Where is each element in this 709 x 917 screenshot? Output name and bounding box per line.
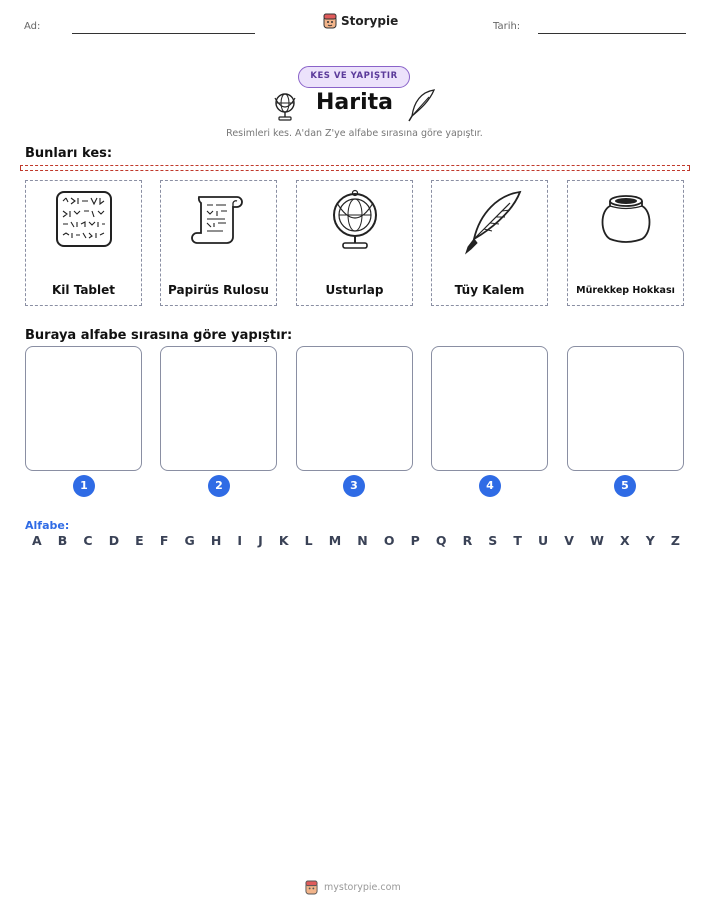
alphabet-letter: T — [513, 533, 522, 548]
alphabet-letter: Y — [645, 533, 655, 548]
alphabet-letter: D — [108, 533, 120, 548]
card-label: Mürekkep Hokkası — [576, 285, 675, 296]
alphabet-letter: W — [590, 533, 604, 548]
brand-logo — [323, 13, 398, 29]
cut-card-papyrus-scroll[interactable] — [160, 180, 277, 306]
paste-slot-5[interactable] — [567, 346, 684, 471]
slot-number-4: 4 — [479, 475, 501, 497]
name-label: Ad: — [24, 21, 41, 32]
inkwell-icon — [596, 189, 656, 249]
clay-tablet-icon — [54, 189, 114, 249]
astrolabe-icon — [325, 189, 385, 253]
alphabet-letter: X — [619, 533, 630, 548]
storypie-mascot-icon — [323, 13, 337, 29]
alphabet-letter: P — [410, 533, 420, 548]
slot-number-5: 5 — [614, 475, 636, 497]
alphabet-letter: E — [135, 533, 144, 548]
quill-icon — [407, 88, 437, 122]
name-line — [72, 33, 255, 34]
alphabet-title: Alfabe: — [25, 519, 70, 532]
paste-slot-4[interactable] — [431, 346, 548, 471]
instructions: Resimleri kes. A'dan Z'ye alfabe sırasına göre yapıştır. — [226, 128, 483, 139]
cut-section-title: Bunları kes: — [25, 146, 113, 161]
slot-number-3: 3 — [343, 475, 365, 497]
card-label: Papirüs Rulosu — [168, 283, 269, 297]
alphabet-letter: Z — [670, 533, 680, 548]
alphabet-letter: G — [184, 533, 195, 548]
alphabet-letter: Q — [435, 533, 447, 548]
slot-number-2: 2 — [208, 475, 230, 497]
slot-number-1: 1 — [73, 475, 95, 497]
alphabet-letter: J — [258, 533, 263, 548]
date-label: Tarih: — [493, 21, 521, 32]
paste-slot-2[interactable] — [160, 346, 277, 471]
card-label: Usturlap — [325, 283, 384, 297]
cut-card-quill-pen[interactable] — [431, 180, 548, 306]
alphabet-letter: S — [488, 533, 498, 548]
date-line — [538, 33, 686, 34]
brand-name: Storypie — [341, 14, 399, 28]
cut-card-clay-tablet[interactable] — [25, 180, 142, 306]
quill-pen-icon — [460, 189, 524, 255]
alphabet-letter: B — [57, 533, 68, 548]
alphabet-letter: U — [538, 533, 549, 548]
alphabet-letter: C — [83, 533, 93, 548]
page-title: Harita — [315, 90, 393, 115]
paste-section-title: Buraya alfabe sırasına göre yapıştır: — [25, 328, 293, 343]
activity-badge: KES VE YAPIŞTIR — [298, 66, 410, 88]
alphabet-letter: R — [462, 533, 473, 548]
alphabet-letter: N — [357, 533, 368, 548]
alphabet-letter: F — [159, 533, 169, 548]
cut-card-astrolabe[interactable] — [296, 180, 413, 306]
alphabet-row — [32, 533, 680, 548]
cut-card-inkwell[interactable] — [567, 180, 684, 306]
alphabet-letter: H — [210, 533, 222, 548]
title-row — [0, 88, 709, 124]
footer-site: mystorypie.com — [324, 882, 401, 893]
alphabet-letter: V — [564, 533, 574, 548]
alphabet-letter: K — [278, 533, 289, 548]
alphabet-letter: M — [328, 533, 342, 548]
card-label: Kil Tablet — [51, 283, 116, 297]
storypie-mascot-icon — [305, 880, 318, 895]
cut-line — [20, 165, 690, 171]
alphabet-letter: I — [237, 533, 243, 548]
alphabet-letter: A — [32, 533, 42, 548]
paste-slot-3[interactable] — [296, 346, 413, 471]
paste-slot-1[interactable] — [25, 346, 142, 471]
alphabet-letter: L — [304, 533, 313, 548]
footer — [305, 880, 401, 895]
papyrus-scroll-icon — [189, 189, 249, 249]
alphabet-letter: O — [383, 533, 395, 548]
card-label: Tüy Kalem — [454, 283, 525, 297]
